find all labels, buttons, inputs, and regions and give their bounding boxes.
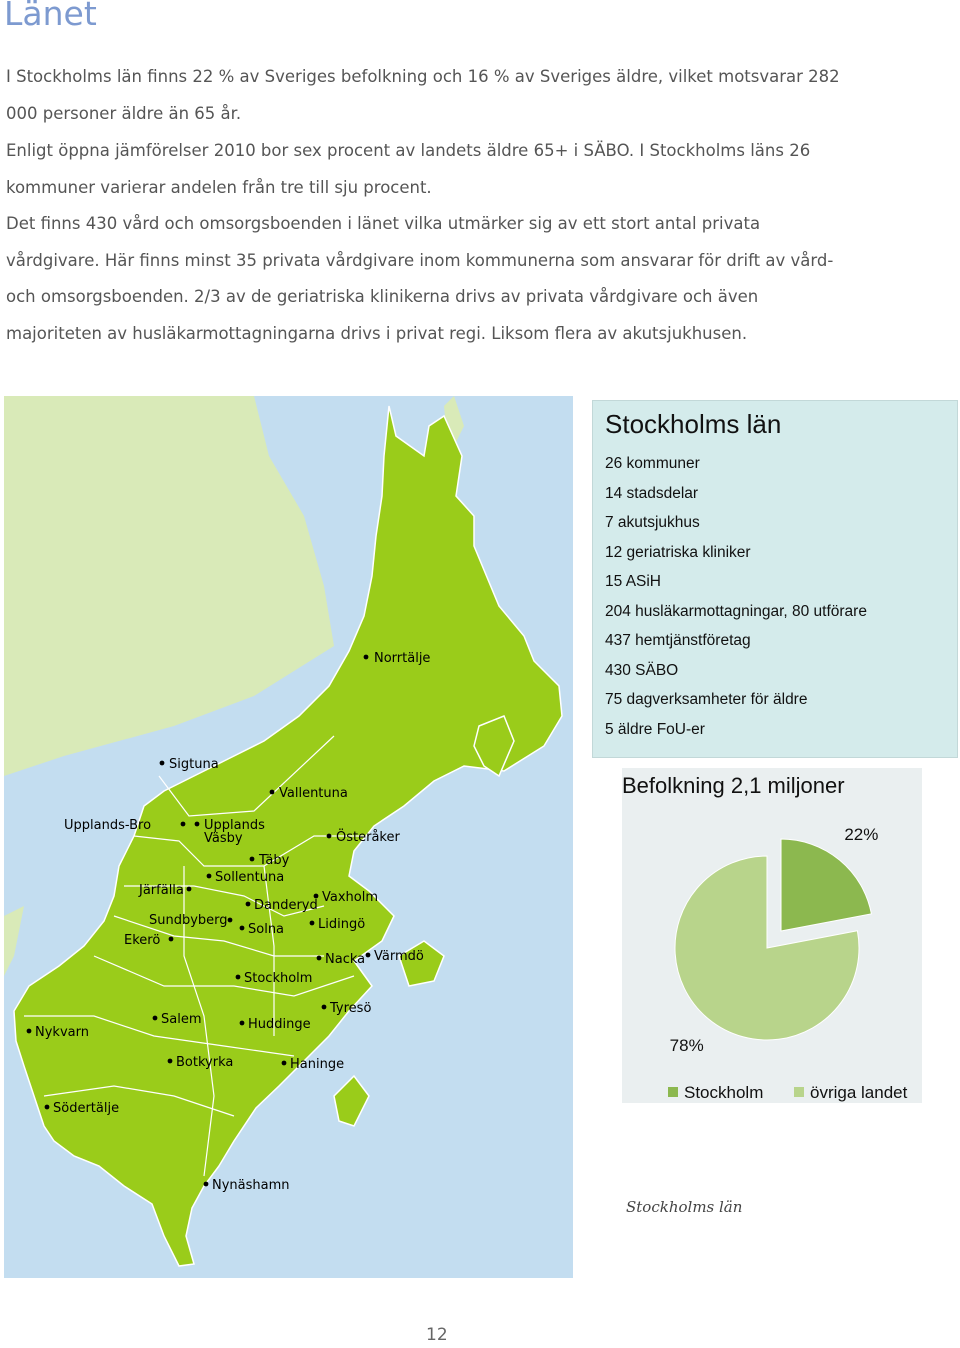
fact-item: 204 husläkarmottagningar, 80 utförare	[605, 602, 867, 620]
place-dot	[240, 926, 245, 931]
place-dot	[160, 761, 165, 766]
fact-item: 437 hemtjänstföretag	[605, 632, 751, 649]
fact-item: 15 ASiH	[605, 573, 662, 590]
place-label: Sundbyberg	[149, 913, 228, 928]
fact-item: 430 SÄBO	[605, 661, 679, 679]
place-label: Huddinge	[248, 1017, 311, 1032]
place-dot	[322, 1005, 327, 1010]
page-number: 12	[426, 1325, 448, 1345]
place-dot	[27, 1029, 32, 1034]
place-dot	[168, 1059, 173, 1064]
place-dot	[250, 857, 255, 862]
population-pie-chart	[622, 768, 922, 1103]
map-caption: Stockholms län	[626, 1198, 743, 1216]
place-label: Nykvarn	[35, 1025, 89, 1040]
place-dot	[207, 874, 212, 879]
fact-item: 26 kommuner	[605, 455, 700, 472]
place-label: Nynäshamn	[212, 1178, 290, 1193]
place-label: Danderyd	[254, 898, 318, 913]
place-dot	[236, 975, 241, 980]
pie-data-label: 22%	[844, 824, 879, 844]
place-label: Norrtälje	[374, 651, 431, 666]
place-label: Upplands	[204, 818, 265, 833]
saebo-paragraph: Enligt öppna jämförelser 2010 bor sex procent av landets äldre 65+ i SÄBO. I Stockholms läns 26 kommuner varierar andelen från tre till sju procent.	[6, 141, 811, 197]
place-label: Tyresö	[330, 1001, 372, 1016]
place-label: Sollentuna	[215, 870, 285, 885]
place-label: Nacka	[325, 952, 366, 967]
place-label: Solna	[248, 922, 285, 937]
place-label: Upplands-Bro	[64, 818, 152, 833]
place-dot	[246, 902, 251, 907]
place-dot	[187, 887, 192, 892]
chart-background	[622, 768, 922, 1103]
place-label: Haninge	[290, 1057, 345, 1072]
fact-item: 12 geriatriska kliniker	[605, 543, 751, 561]
stockholm-county-map	[4, 396, 573, 1278]
place-dot	[366, 953, 371, 958]
place-label: Täby	[259, 853, 290, 868]
fact-item: 75 dagverksamheter för äldre	[605, 691, 808, 708]
place-dot	[228, 918, 233, 923]
place-label: Södertälje	[53, 1101, 120, 1116]
place-label: Salem	[161, 1012, 202, 1027]
place-label: Vallentuna	[279, 786, 348, 801]
place-dot	[240, 1021, 245, 1026]
place-label: Värmdö	[374, 949, 424, 964]
place-dot	[181, 822, 186, 827]
legend-label: Stockholm	[684, 1083, 764, 1102]
place-label: Stockholm	[244, 971, 313, 986]
place-label: Österåker	[336, 830, 400, 845]
intro-paragraph: I Stockholms län finns 22 % av Sveriges befolkning och 16 % av Sveriges äldre, vilket motsvarar 282 000 personer äldre än 65 år.	[6, 67, 840, 123]
facts-list	[605, 449, 867, 744]
place-dot	[310, 921, 315, 926]
chart-title: Befolkning 2,1 miljoner	[622, 773, 845, 798]
place-dot	[153, 1016, 158, 1021]
place-label: Järfälla	[139, 883, 184, 898]
fact-item: 5 äldre FoU-er	[605, 720, 705, 738]
fact-item: 7 akutsjukhus	[605, 514, 700, 531]
place-label: Vaxholm	[322, 890, 379, 905]
legend-swatch	[668, 1087, 678, 1097]
facts-title: Stockholms län	[605, 409, 782, 439]
place-label: Lidingö	[318, 917, 366, 932]
place-dot	[204, 1182, 209, 1187]
place-dot	[195, 822, 200, 827]
care-homes-paragraph: Det finns 430 vård och omsorgsboenden i länet vilka utmärker sig av ett stort antal privata vårdgivare. Här finns minst 35 privata vårdgivare inom kommunerna som ansvarar för drift av vård- och omsorgsboenden. 2/3 av de geriatriska klinikerna drivs av privata vårdgivare och även majoriteten av husläkarmottagningarna drivs i privat regi. Liksom flera av akutsjukhusen.	[6, 214, 834, 344]
place-dot	[270, 790, 275, 795]
place-dot	[169, 937, 174, 942]
place-dot	[364, 655, 369, 660]
place-label: Väsby	[204, 831, 243, 846]
page-title: Länet	[4, 0, 97, 33]
legend-label: övriga landet	[810, 1083, 908, 1102]
fact-item: 14 stadsdelar	[605, 484, 699, 502]
place-label: Sigtuna	[169, 757, 219, 772]
place-label: Botkyrka	[176, 1055, 234, 1070]
place-dot	[282, 1061, 287, 1066]
place-label: Ekerö	[124, 933, 161, 948]
place-dot	[317, 956, 322, 961]
legend-swatch	[794, 1087, 804, 1097]
pie-data-label: 78%	[669, 1036, 704, 1056]
place-dot	[45, 1105, 50, 1110]
county-facts-box	[592, 400, 958, 758]
place-dot	[327, 834, 332, 839]
